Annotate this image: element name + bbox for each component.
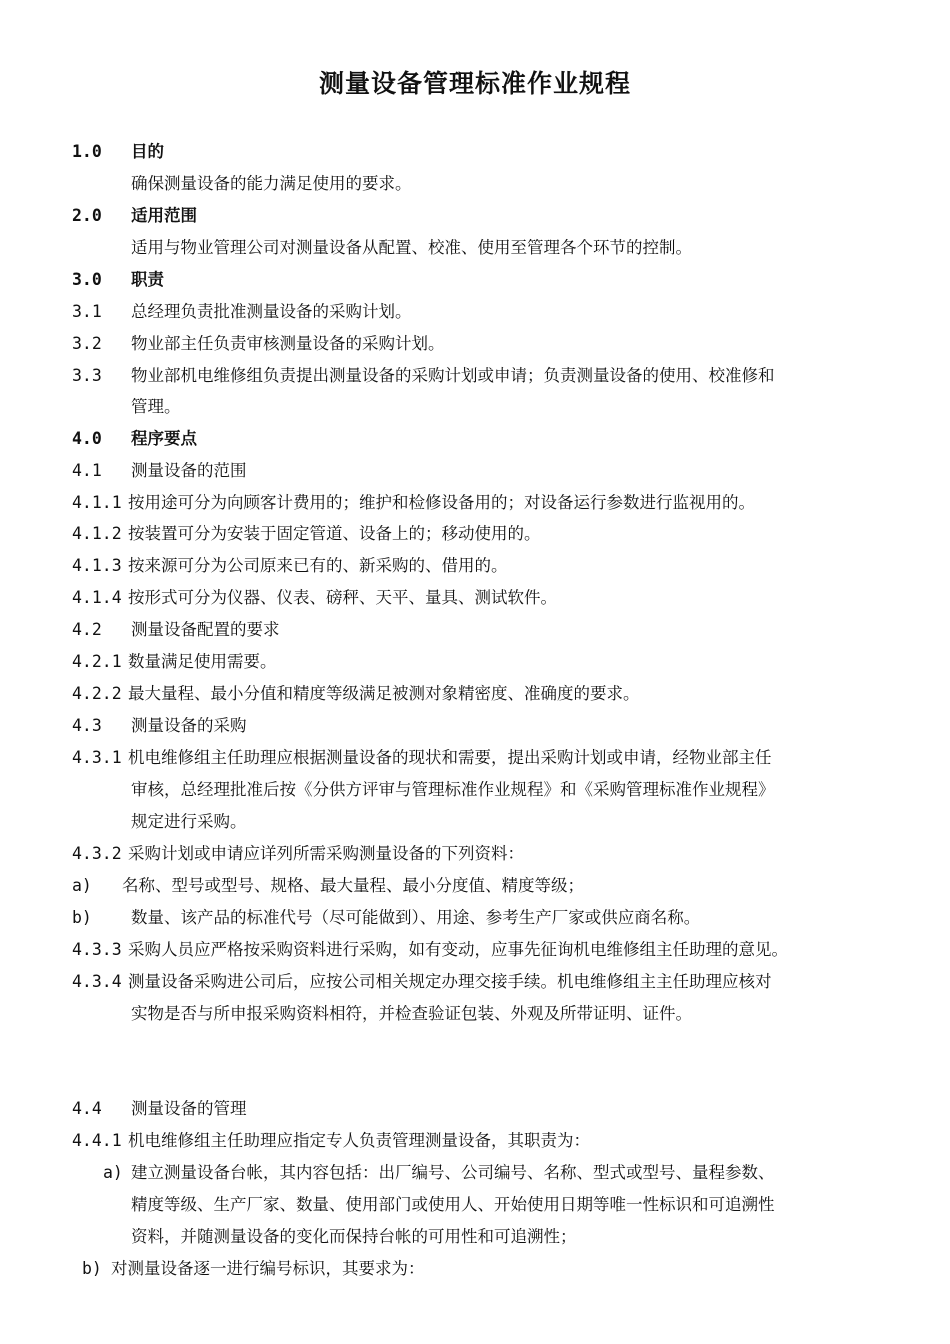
paragraph-text: 按用途可分为向顾客计费用的；维护和检修设备用的；对设备运行参数进行监视用的。: [128, 493, 755, 512]
text-line: [0, 491, 950, 515]
text-line: [0, 714, 950, 738]
section-number: 4.1: [72, 461, 102, 480]
text-line: [0, 554, 950, 578]
text-line: [0, 204, 950, 228]
section-number: 4.3.4: [72, 972, 122, 991]
paragraph-text: 最大量程、最小分值和精度等级满足被测对象精密度、准确度的要求。: [128, 684, 640, 703]
text-line: [0, 1225, 950, 1249]
text-line: [0, 746, 950, 770]
section-number: a): [103, 1163, 123, 1182]
section-number: b): [72, 908, 92, 927]
text-line: [0, 1002, 950, 1026]
paragraph-text: 数量、该产品的标准代号（尽可能做到）、用途、参考生产厂家或供应商名称。: [131, 908, 701, 927]
section-number: b): [82, 1259, 102, 1278]
section-number: 4.1.4: [72, 588, 122, 607]
paragraph-text: 测量设备配置的要求: [131, 620, 280, 639]
text-line: [0, 459, 950, 483]
section-number: 4.2: [72, 620, 102, 639]
paragraph-text: 管理。: [131, 397, 181, 416]
section-number: 4.0: [72, 429, 102, 448]
text-line: [0, 874, 950, 898]
section-number: 4.1.2: [72, 524, 122, 543]
text-line: [0, 172, 950, 196]
text-line: [0, 364, 950, 388]
paragraph-text: 测量设备的管理: [131, 1099, 247, 1118]
text-line: [0, 332, 950, 356]
section-number: 3.3: [72, 366, 102, 385]
text-line: [0, 938, 950, 962]
paragraph-text: 测量设备的采购: [131, 716, 247, 735]
section-number: 4.1.3: [72, 556, 122, 575]
paragraph-text: 按来源可分为公司原来已有的、新采购的、借用的。: [128, 556, 508, 575]
text-line: [0, 682, 950, 706]
paragraph-text: 审核，总经理批准后按《分供方评审与管理标准作业规程》和《采购管理标准作业规程》: [131, 780, 775, 799]
paragraph-text: 名称、型号或型号、规格、最大量程、最小分度值、精度等级；: [122, 876, 584, 895]
paragraph-text: 建立测量设备台帐，其内容包括：出厂编号、公司编号、名称、型式或型号、量程参数、: [131, 1163, 775, 1182]
paragraph-text: 总经理负责批准测量设备的采购计划。: [131, 302, 412, 321]
paragraph-text: 实物是否与所申报采购资料相符，并检查验证包装、外观及所带证明、证件。: [131, 1004, 692, 1023]
text-line: [0, 268, 950, 292]
paragraph-text: 测量设备的范围: [131, 461, 247, 480]
text-line: [0, 618, 950, 642]
section-heading: 目的: [131, 142, 164, 161]
paragraph-text: 精度等级、生产厂家、数量、使用部门或使用人、开始使用日期等唯一性标识和可追溯性: [131, 1195, 775, 1214]
text-line: [0, 1257, 950, 1281]
section-number: 1.0: [72, 142, 102, 161]
section-number: a): [72, 876, 92, 895]
text-line: [0, 970, 950, 994]
text-line: [0, 650, 950, 674]
paragraph-text: 对测量设备逐一进行编号标识，其要求为：: [111, 1259, 425, 1278]
section-number: 4.3: [72, 716, 102, 735]
section-heading: 适用范围: [131, 206, 197, 225]
paragraph-text: 采购人员应严格按采购资料进行采购，如有变动，应事先征询机电维修组主任助理的意见。: [128, 940, 788, 959]
paragraph-text: 采购计划或申请应详列所需采购测量设备的下列资料：: [128, 844, 524, 863]
paragraph-text: 数量满足使用需要。: [128, 652, 277, 671]
section-number: 2.0: [72, 206, 102, 225]
paragraph-text: 适用与物业管理公司对测量设备从配置、校准、使用至管理各个环节的控制。: [131, 238, 692, 257]
section-number: 4.4: [72, 1099, 102, 1118]
text-line: [0, 842, 950, 866]
section-number: 4.2.2: [72, 684, 122, 703]
paragraph-text: 物业部主任负责审核测量设备的采购计划。: [131, 334, 445, 353]
section-number: 3.2: [72, 334, 102, 353]
text-line: [0, 586, 950, 610]
section-number: 3.1: [72, 302, 102, 321]
paragraph-text: 按装置可分为安装于固定管道、设备上的；移动使用的。: [128, 524, 541, 543]
text-line: [0, 1193, 950, 1217]
text-line: [0, 778, 950, 802]
document-title: 测量设备管理标准作业规程: [318, 69, 631, 98]
paragraph-text: 机电维修组主任助理应指定专人负责管理测量设备，其职责为：: [128, 1131, 590, 1150]
paragraph-text: 测量设备采购进公司后，应按公司相关规定办理交接手续。机电维修组主主任助理应核对: [128, 972, 772, 991]
section-number: 4.3.1: [72, 748, 122, 767]
section-number: 4.2.1: [72, 652, 122, 671]
text-line: [0, 300, 950, 324]
text-line: [0, 906, 950, 930]
paragraph-text: 规定进行采购。: [131, 812, 247, 831]
section-number: 4.4.1: [72, 1131, 122, 1150]
paragraph-text: 机电维修组主任助理应根据测量设备的现状和需要，提出采购计划或申请，经物业部主任: [128, 748, 772, 767]
paragraph-text: 资料，并随测量设备的变化而保持台帐的可用性和可追溯性；: [131, 1227, 577, 1246]
section-number: 4.1.1: [72, 493, 122, 512]
text-line: [0, 522, 950, 546]
paragraph-text: 按形式可分为仪器、仪表、磅秤、天平、量具、测试软件。: [128, 588, 557, 607]
section-number: 4.3.2: [72, 844, 122, 863]
paragraph-text: 物业部机电维修组负责提出测量设备的采购计划或申请；负责测量设备的使用、校准修和: [131, 366, 775, 385]
text-line: [0, 810, 950, 834]
text-line: [0, 236, 950, 260]
text-line: [0, 140, 950, 164]
paragraph-text: 确保测量设备的能力满足使用的要求。: [131, 174, 412, 193]
text-line: [0, 427, 950, 451]
section-number: 4.3.3: [72, 940, 122, 959]
section-number: 3.0: [72, 270, 102, 289]
text-line: [0, 1129, 950, 1153]
text-line: [0, 1161, 950, 1185]
text-line: [0, 1097, 950, 1121]
section-heading: 程序要点: [131, 429, 197, 448]
section-heading: 职责: [131, 270, 164, 289]
text-line: [0, 395, 950, 419]
